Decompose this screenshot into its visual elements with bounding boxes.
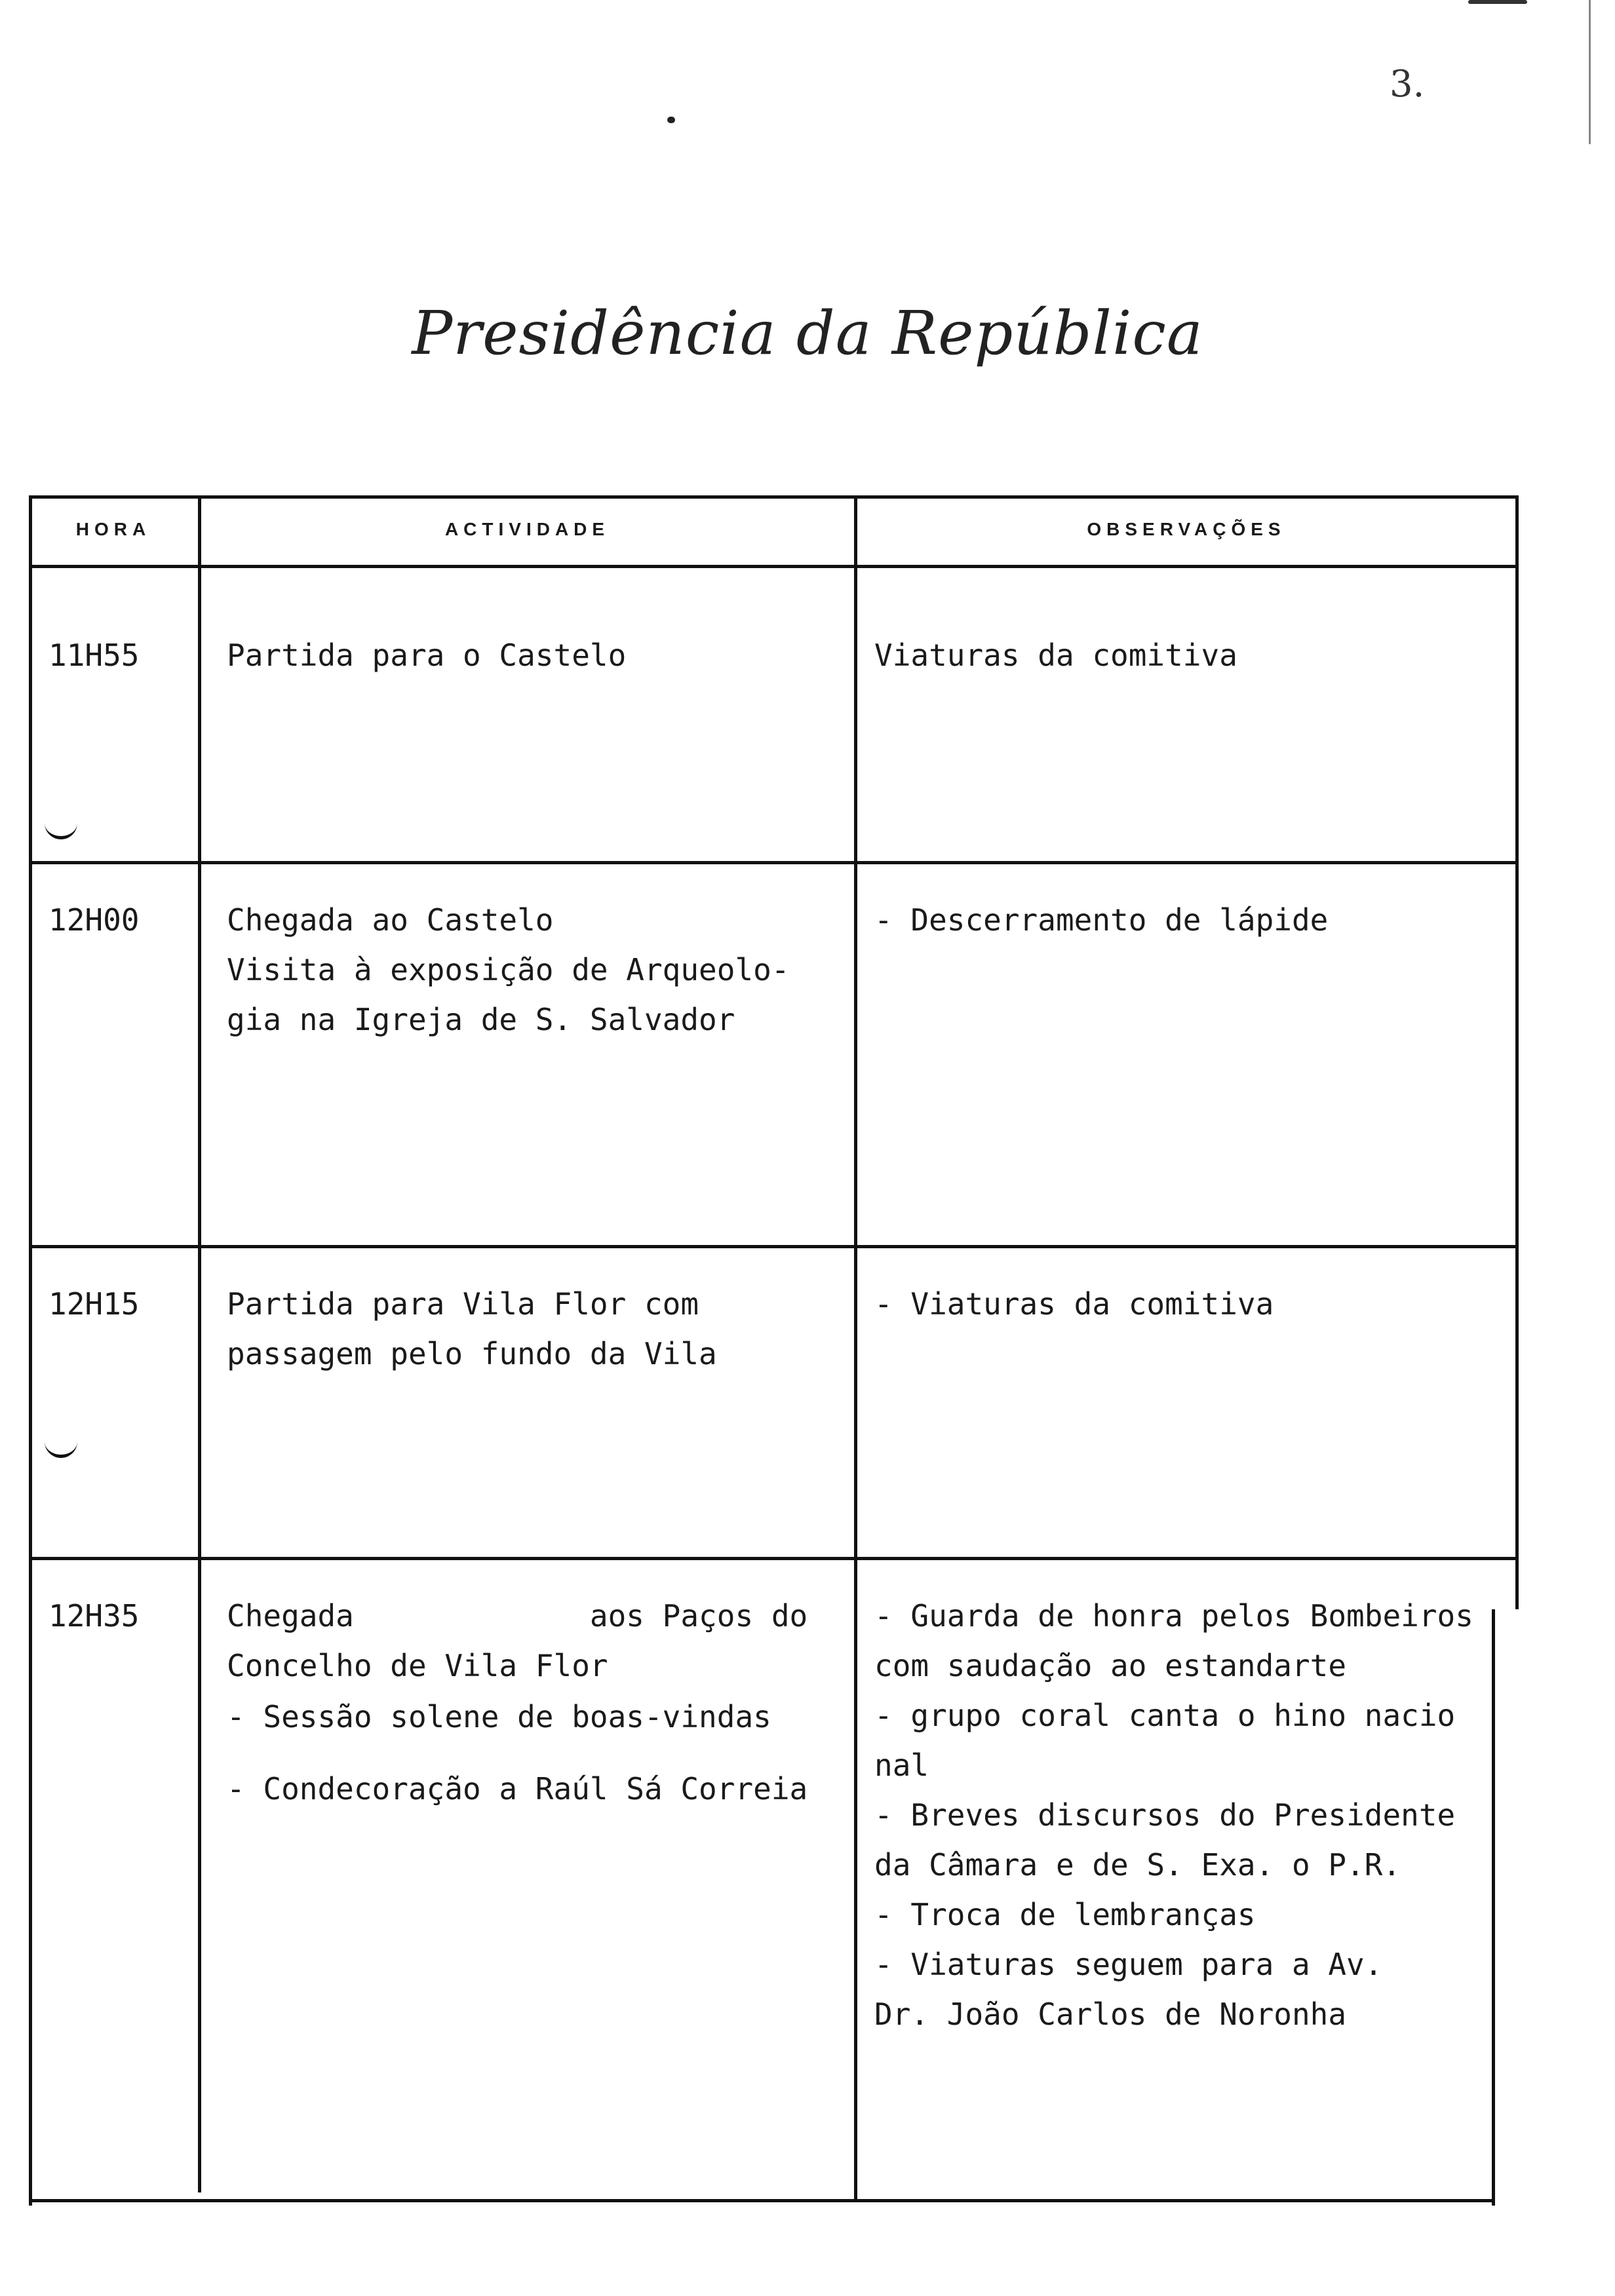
letterhead-title: Presidência da República [412,298,1203,368]
row-4-hora: 12H35 [49,1598,140,1634]
row-1-actividade-line-1: Partida para o Castelo [227,638,627,673]
table-right-border [1515,495,1519,1609]
table-left-border [29,495,32,2206]
row-2-actividade-line-1: Chegada ao Castelo [227,902,554,938]
row-4-observacoes-line-8: - Viaturas seguem para a Av. [874,1947,1383,1982]
scan-corner-mark [1468,0,1527,4]
row-2-actividade-line-3: gia na Igreja de S. Salvador [227,1002,735,1037]
row-4-actividade-line-2: Concelho de Vila Flor [227,1648,608,1683]
column-header-actividade: ACTIVIDADE [444,519,610,539]
row-2-hora: 12H00 [49,902,140,938]
table-bottom-border [29,2199,1495,2202]
table-top-border [29,495,1519,499]
row-2-actividade-line-2: Visita à exposição de Arqueolo- [227,952,790,987]
row-divider-2 [29,1245,1519,1248]
row-4-observacoes-line-3: - grupo coral canta o hino nacio [874,1698,1456,1733]
schedule-table [29,495,1521,2206]
row-4-observacoes-line-1: - Guarda de honra pelos Bombeiros [874,1598,1473,1634]
row-3-actividade-line-2: passagem pelo fundo da Vila [227,1336,717,1371]
header-bottom-border [29,565,1519,568]
page-number: 3. [1390,63,1425,105]
row-4-observacoes-line-5: - Breves discursos do Presidente [874,1797,1456,1833]
row-divider-3 [29,1557,1519,1560]
column-divider-1 [198,495,201,2192]
row-1-hora: 11H55 [49,638,140,673]
scan-dot [667,117,675,123]
row-4-actividade-line-4: - Condecoração a Raúl Sá Correia [227,1771,808,1807]
row-4-observacoes-line-2: com saudação ao estandarte [874,1648,1347,1683]
scan-edge-line [1589,0,1591,144]
row-4-observacoes-line-9: Dr. João Carlos de Noronha [874,1997,1347,2032]
margin-tick-mark [45,820,77,839]
column-divider-2 [854,495,857,2199]
row-3-actividade-line-1: Partida para Vila Flor com [227,1286,699,1322]
column-header-observacoes: OBSERVAÇÕES [1087,519,1286,539]
table-right-border-lower [1492,1609,1495,2206]
row-4-actividade-line-3: - Sessão solene de boas-vindas [227,1699,771,1734]
row-4-observacoes-line-6: da Câmara e de S. Exa. o P.R. [874,1847,1401,1883]
row-4-observacoes-line-7: - Troca de lembranças [874,1897,1256,1932]
row-divider-1 [29,861,1519,864]
row-2-observacoes-line-1: - Descerramento de lápide [874,902,1329,938]
row-1-observacoes-line-1: Viaturas da comitiva [874,638,1237,673]
margin-tick-mark [45,1439,77,1458]
row-4-actividade-line-1: Chegada aos Paços do [227,1598,808,1634]
row-3-observacoes-line-1: - Viaturas da comitiva [874,1286,1274,1322]
row-4-observacoes-line-4: nal [874,1748,929,1783]
column-header-hora: HORA [75,519,151,539]
row-3-hora: 12H15 [49,1286,140,1322]
